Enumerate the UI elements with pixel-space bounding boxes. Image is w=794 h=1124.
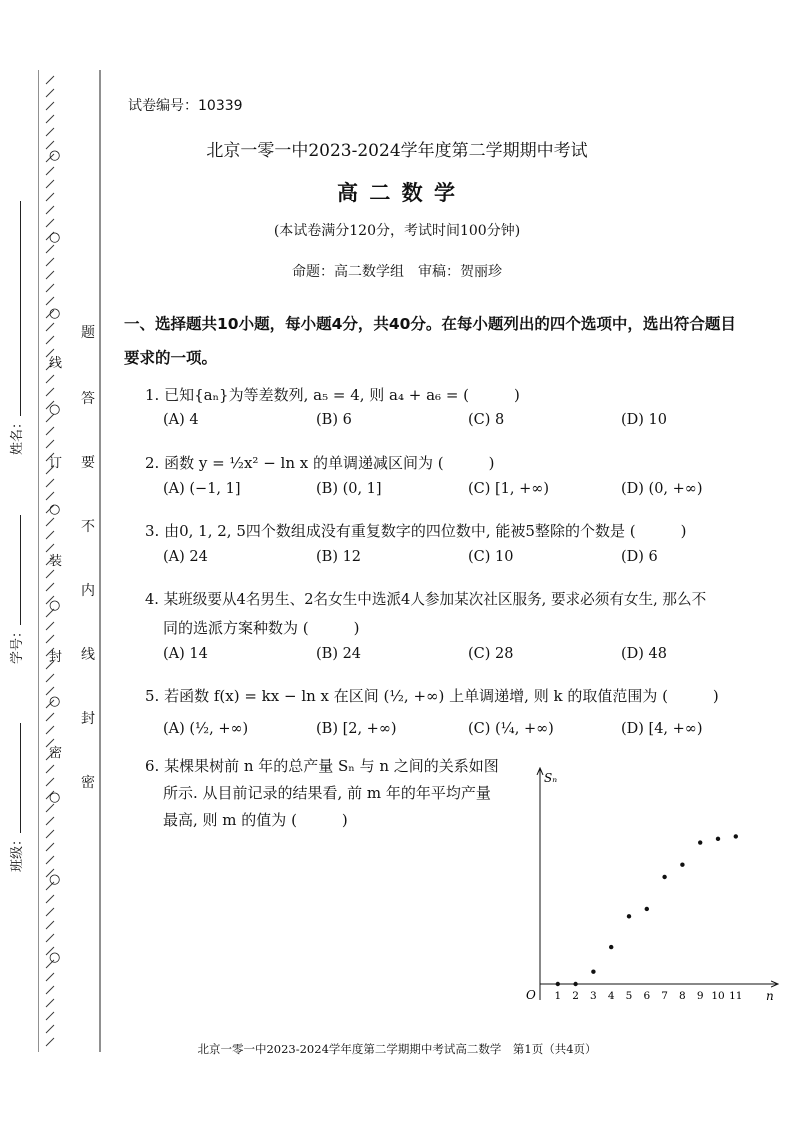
student-id-field[interactable]	[6, 515, 25, 664]
data-point	[698, 840, 702, 844]
question-stem: 5. 若函数 f(x) = kx − ln x 在区间 (½, +∞) 上单调递增, 则 k 的取值范围为 ( )	[145, 687, 719, 705]
class-field[interactable]	[6, 723, 25, 872]
option-b: (B) 12	[316, 549, 362, 565]
circle-mark: ○	[49, 402, 61, 417]
seal-char: 装	[49, 554, 63, 569]
question-stem-cont: 同的选派方案种数为 ( )	[163, 619, 360, 637]
seal-char: 订	[49, 456, 63, 471]
option-c: (C) [1, +∞)	[468, 481, 550, 497]
seal-char: 题	[81, 325, 95, 341]
question-stem: 4. 某班级要从4名男生、2名女生中选派4人参加某次社区服务, 要求必须有女生, 那么不	[145, 591, 707, 608]
seal-char: 要	[81, 455, 95, 471]
option-d: (D) 48	[621, 646, 667, 662]
option-d: (D) (0, +∞)	[621, 481, 703, 497]
circle-mark: ○	[49, 230, 61, 245]
circle-mark: ○	[49, 790, 61, 805]
x-tick-label: 6	[643, 990, 651, 1002]
class-label: 班级：	[10, 832, 25, 872]
question-stem: 3. 由0, 1, 2, 5四个数组成没有重复数字的四位数中, 能被5整除的个数是 ( )	[145, 522, 687, 540]
option-a: (A) (−1, 1]	[163, 481, 241, 497]
question-stem: 1. 已知{aₙ}为等差数列, a₅ = 4, 则 a₄ + a₆ = ( )	[145, 386, 520, 404]
seal-char: 线	[81, 647, 95, 663]
data-point	[734, 834, 738, 838]
option-a: (A) 4	[163, 412, 199, 428]
option-c: (C) 10	[468, 549, 514, 565]
section-heading-cont: 要求的一项。	[124, 349, 218, 367]
x-tick-label: 3	[590, 990, 597, 1002]
y-axis-label: Sₙ	[544, 771, 558, 785]
option-b: (B) (0, 1]	[316, 481, 382, 497]
option-d: (D) [4, +∞)	[621, 721, 703, 737]
origin-label: O	[526, 988, 536, 1002]
x-axis-label: n	[766, 989, 774, 1003]
data-point	[573, 982, 577, 986]
question-stem-cont: 所示. 从目前记录的结果看, 前 m 年的年平均产量	[163, 784, 491, 802]
exam-info: (本试卷满分120分，考试时间100分钟)	[273, 223, 521, 239]
data-point	[645, 907, 649, 911]
subject-title: 高 二 数 学	[337, 180, 457, 205]
paper-code: 试卷编号：10339	[128, 98, 243, 114]
option-c: (C) (¼, +∞)	[468, 721, 554, 737]
section-heading: 一、选择题共10小题，每小题4分，共40分。在每小题列出的四个选项中，选出符合题目	[124, 315, 736, 333]
data-point	[662, 875, 666, 879]
option-d: (D) 6	[621, 549, 658, 565]
circle-mark: ○	[49, 694, 61, 709]
seal-char: 答	[81, 391, 95, 407]
option-c: (C) 28	[468, 646, 514, 662]
x-tick-label: 7	[661, 990, 668, 1002]
yield-scatter-chart	[510, 760, 790, 1010]
x-tick-label: 2	[572, 990, 579, 1002]
data-point	[627, 914, 631, 918]
option-a: (A) 14	[163, 646, 208, 662]
exam-authors: 命题：高二数学组 审稿：贺丽珍	[292, 264, 502, 280]
x-tick-label: 4	[607, 990, 615, 1002]
question-stem: 2. 函数 y = ½x² − ln x 的单调递减区间为 ( )	[145, 454, 495, 472]
data-point	[556, 982, 560, 986]
seal-char: 不	[81, 519, 95, 535]
option-b: (B) 6	[316, 412, 352, 428]
x-tick-label: 9	[696, 990, 704, 1002]
circle-mark: ○	[49, 148, 61, 163]
x-tick-label: 1	[554, 990, 562, 1002]
name-label: 姓名：	[10, 415, 25, 455]
seal-char: 密	[81, 775, 95, 791]
option-b: (B) 24	[316, 646, 362, 662]
exam-title: 北京一零一中2023-2024学年度第二学期期中考试	[206, 141, 588, 161]
circle-mark: ○	[49, 502, 61, 517]
student-id-label: 学号：	[10, 624, 25, 664]
x-tick-label: 10	[711, 990, 725, 1002]
seal-char: 内	[81, 583, 95, 599]
data-point	[591, 970, 595, 974]
option-b: (B) [2, +∞)	[316, 721, 397, 737]
page-footer: 北京一零一中2023-2024学年度第二学期期中考试高二数学 第1页（共4页）	[197, 1042, 597, 1056]
circle-mark: ○	[49, 306, 61, 321]
data-point	[716, 837, 720, 841]
x-tick-label: 11	[729, 990, 743, 1002]
seal-char: 线	[49, 356, 63, 371]
question-stem-cont: 最高, 则 m 的值为 ( )	[163, 811, 348, 829]
option-c: (C) 8	[468, 412, 505, 428]
seal-char: 封	[81, 711, 95, 727]
binding-border	[38, 70, 102, 1054]
seal-char: 封	[49, 650, 63, 665]
option-d: (D) 10	[621, 412, 667, 428]
option-a: (A) (½, +∞)	[163, 721, 249, 737]
x-tick-label: 8	[679, 990, 686, 1002]
x-tick-label: 5	[625, 990, 633, 1002]
circle-mark: ○	[49, 872, 61, 887]
circle-mark: ○	[49, 950, 61, 965]
data-point	[609, 945, 613, 949]
question-stem: 6. 某棵果树前 n 年的总产量 Sₙ 与 n 之间的关系如图	[145, 757, 499, 775]
option-a: (A) 24	[163, 549, 208, 565]
seal-char: 密	[49, 746, 63, 761]
circle-mark: ○	[49, 598, 61, 613]
data-point	[680, 862, 684, 866]
